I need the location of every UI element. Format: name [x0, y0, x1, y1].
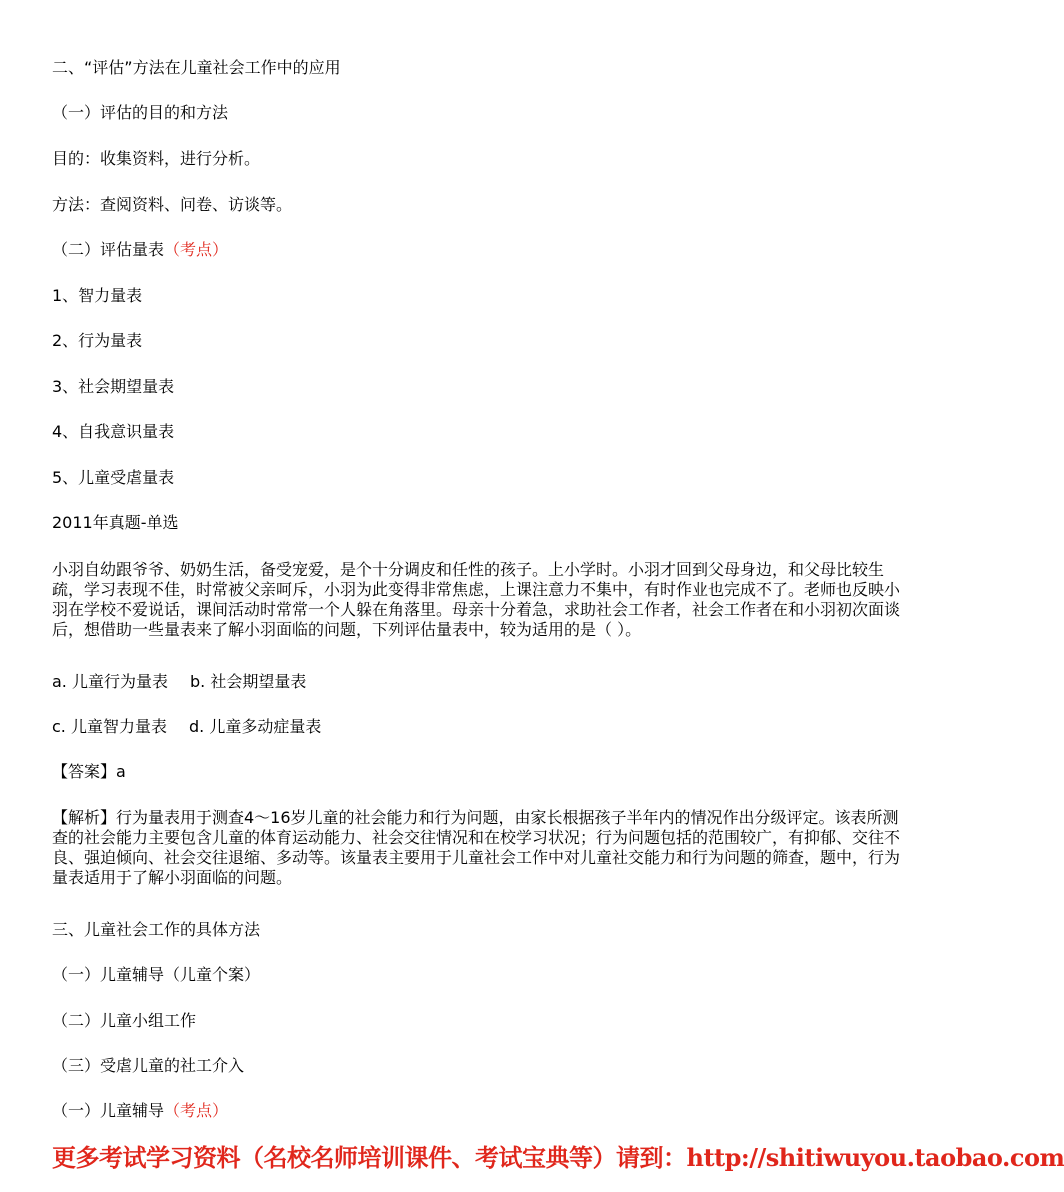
- scale-item: 4、自我意识量表: [52, 422, 175, 441]
- sub2-title: [52, 240, 228, 260]
- sub1-title: （一）评估的目的和方法: [52, 103, 229, 122]
- option-c: c. 儿童智力量表: [52, 717, 167, 736]
- exam-label: 2011年真题-单选: [52, 513, 179, 532]
- method-line: 方法：查阅资料、问卷、访谈等。: [52, 195, 293, 214]
- method-item: （三）受虐儿童的社工介入: [52, 1056, 245, 1075]
- scale-item: 1、智力量表: [52, 286, 143, 305]
- method-item: （二）儿童小组工作: [52, 1011, 197, 1030]
- option-d: d. 儿童多动症量表: [188, 717, 322, 736]
- method-item: （一）儿童辅导（儿童个案）: [52, 965, 261, 984]
- sub2-title-text: （二）评估量表: [52, 240, 165, 259]
- scale-item: 5、儿童受虐量表: [52, 468, 175, 487]
- last-title-text: （一）儿童辅导: [52, 1101, 165, 1120]
- options-row-2: [52, 717, 321, 737]
- footer-promo-link[interactable]: 更多考试学习资料（名校名师培训课件、考试宝典等）请到：http://shitiwuyou.taobao.com: [52, 1143, 1064, 1172]
- analysis-text: 【解析】行为量表用于测查4～16岁儿童的社会能力和行为问题，由家长根据孩子半年内的情况作出分级评定。该表所测查的社会能力主要包含儿童的体育运动能力、社会交往情况和在校学习状况；行为问题包括的范围较广，有抑郁、交往不良、强迫倾向、社会交往退缩、多动等。该量表主要用于儿童社会工作中对儿童社交能力和行为问题的筛查，题中，行为量表适用于了解小羽面临的问题。: [52, 808, 901, 887]
- scale-item: 3、社会期望量表: [52, 377, 175, 396]
- last-title: [52, 1101, 228, 1121]
- option-a: a. 儿童行为量表: [52, 672, 168, 691]
- section3-title: 三、儿童社会工作的具体方法: [52, 920, 261, 939]
- exam-point-tag: （考点）: [164, 1101, 229, 1120]
- scale-item: 2、行为量表: [52, 331, 143, 350]
- purpose-line: 目的：收集资料，进行分析。: [52, 149, 261, 168]
- options-row-1: [52, 672, 306, 692]
- section2-title: 二、“评估”方法在儿童社会工作中的应用: [52, 58, 341, 77]
- question-text: 小羽自幼跟爷爷、奶奶生活，备受宠爱，是个十分调皮和任性的孩子。上小学时。小羽才回到父母身边，和父母比较生疏，学习表现不佳，时常被父亲呵斥，小羽为此变得非常焦虑，上课注意力不集中，有时作业也完成不了。老师也反映小羽在学校不爱说话，课间活动时常常一个人躲在角落里。母亲十分着急，求助社会工作者，社会工作者在和小羽初次面谈后，想借助一些量表来了解小羽面临的问题，下列评估量表中，较为适用的是（ ）。: [52, 560, 901, 639]
- answer-line: 【答案】a: [52, 762, 126, 781]
- option-b: b. 社会期望量表: [189, 672, 307, 691]
- exam-point-tag: （考点）: [164, 240, 229, 259]
